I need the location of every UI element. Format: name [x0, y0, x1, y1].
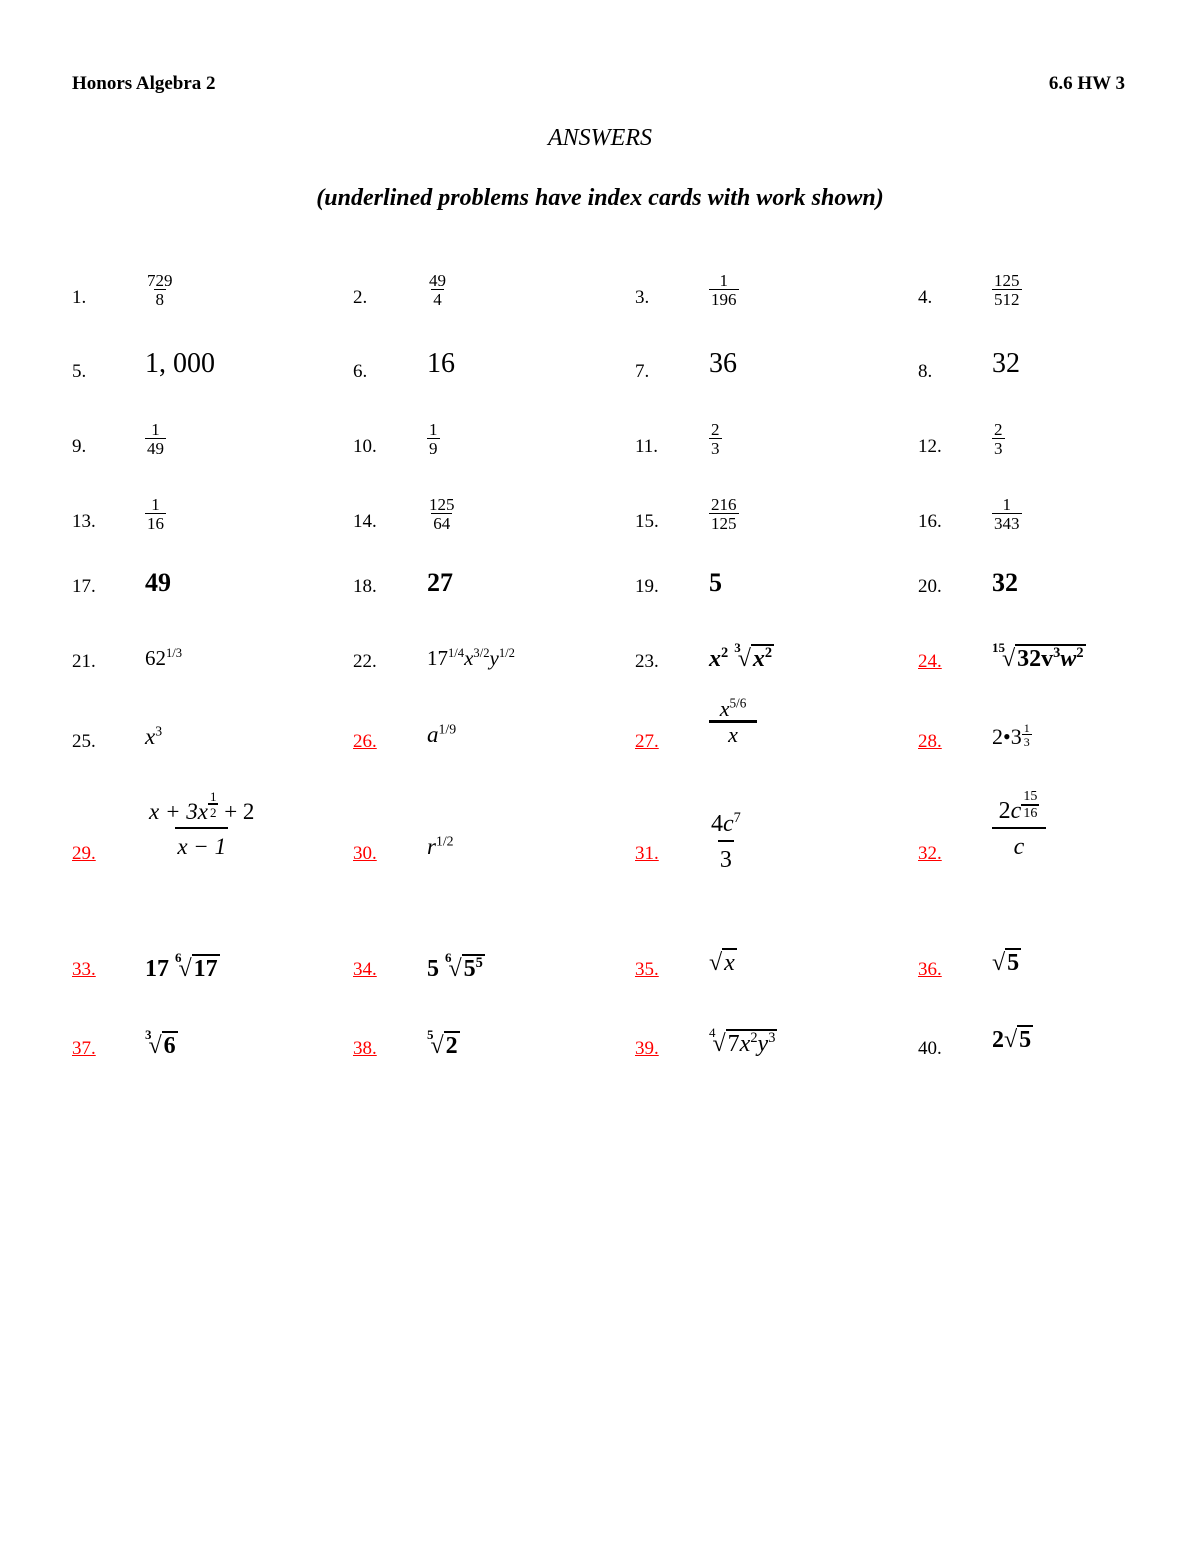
answer-29-exp-numerator: 1 [209, 789, 217, 804]
dot-icon: • [1003, 724, 1011, 749]
answer-16 [992, 496, 1022, 532]
answer-29-denominator: x − 1 [177, 834, 227, 859]
problem-number-29: 29. [72, 843, 96, 864]
problem-number-25: 25. [72, 731, 96, 752]
answer-25 [145, 724, 162, 750]
answer-21-base: 62 [145, 646, 166, 670]
problem-number-40: 40. [918, 1038, 942, 1059]
answer-39-var-y: y [757, 1031, 769, 1057]
answer-40-coefficient: 2 [992, 1027, 1004, 1053]
problem-number-38: 38. [353, 1038, 377, 1059]
problem-number-19: 19. [635, 576, 659, 597]
answer-2-numerator: 49 [429, 271, 446, 290]
answer-31-coefficient: 4 [711, 811, 723, 837]
answer-24 [992, 640, 1086, 673]
answer-15-numerator: 216 [711, 495, 737, 514]
answer-39-coefficient: 7 [727, 1031, 740, 1057]
answer-3 [709, 272, 739, 308]
answer-11-denominator: 3 [711, 439, 720, 458]
answer-9 [145, 421, 166, 457]
answer-32-denominator: c [1013, 834, 1025, 860]
answer-24-index: 15 [992, 640, 1005, 655]
problem-number-9: 9. [72, 436, 87, 457]
answer-13-numerator: 1 [151, 495, 160, 514]
answer-4-numerator: 125 [994, 271, 1020, 290]
answer-32-exp-denominator: 16 [1023, 806, 1038, 821]
answer-23-radicand: x [752, 646, 765, 672]
answer-28-exp-denominator: 3 [1023, 735, 1030, 749]
answer-37-index: 3 [145, 1027, 152, 1042]
answer-14-denominator: 64 [433, 514, 451, 533]
problem-number-3: 3. [635, 287, 650, 308]
answer-22-coefficient: 17 [427, 646, 448, 670]
answer-39-index: 4 [709, 1025, 716, 1040]
answer-33-radicand: 17 [193, 956, 218, 982]
answer-9-denominator: 49 [147, 439, 164, 458]
problem-number-34: 34. [353, 959, 377, 980]
answer-14 [427, 496, 457, 532]
answer-21 [145, 646, 182, 671]
problem-number-20: 20. [918, 576, 942, 597]
answer-39-exp-1: 2 [750, 1030, 758, 1046]
problem-number-15: 15. [635, 511, 659, 532]
answer-35-radicand: x [724, 950, 735, 976]
answer-27-denominator: x [728, 722, 738, 747]
answer-23 [709, 640, 774, 673]
answer-12-numerator: 2 [994, 420, 1003, 439]
answer-4 [992, 272, 1022, 308]
answer-11-numerator: 2 [711, 420, 720, 439]
answer-25-exponent: 3 [155, 723, 163, 739]
answer-39-var-x: x [739, 1031, 751, 1057]
answer-32-coefficient: 2 [998, 798, 1011, 824]
answer-23-outer-exp: 2 [721, 645, 729, 661]
problem-number-23: 23. [635, 651, 659, 672]
answer-40 [992, 1027, 1033, 1054]
radical-icon: √ [992, 950, 1006, 976]
answer-40-radicand: 5 [1019, 1027, 1032, 1053]
radical-icon: √ [148, 1033, 162, 1059]
answer-17: 49 [145, 568, 171, 597]
answer-3-numerator: 1 [719, 271, 728, 290]
answer-19: 5 [709, 568, 722, 597]
problem-number-27: 27. [635, 731, 659, 752]
answer-27 [709, 690, 757, 746]
answer-31-exponent: 7 [733, 810, 741, 826]
answer-23-radicand-exp: 2 [764, 645, 773, 661]
answer-32-exp-numerator: 15 [1023, 789, 1038, 804]
answer-30-exponent: 1/2 [435, 833, 454, 849]
answer-31 [709, 812, 743, 872]
answer-29-term-2: + 2 [218, 799, 255, 824]
answer-31-base: c [723, 811, 734, 837]
problem-number-21: 21. [72, 651, 96, 672]
answer-11 [709, 421, 722, 457]
answer-2 [427, 272, 448, 308]
radical-icon: √ [178, 956, 192, 982]
problem-number-32: 32. [918, 843, 942, 864]
answer-30 [427, 834, 454, 860]
problem-number-7: 7. [635, 361, 650, 382]
answer-34-radicand: 5 [463, 956, 476, 982]
answer-10-numerator: 1 [429, 420, 438, 439]
problem-number-5: 5. [72, 361, 87, 382]
answer-34-radicand-exp: 5 [475, 955, 483, 971]
answer-36-radicand: 5 [1007, 950, 1020, 976]
answer-31-denominator: 3 [718, 840, 734, 872]
radical-icon: √ [448, 956, 462, 982]
problem-number-22: 22. [353, 651, 377, 672]
problem-number-1: 1. [72, 287, 87, 308]
answer-22-var-x: x [464, 646, 474, 670]
problem-number-11: 11. [635, 436, 659, 457]
answer-12-denominator: 3 [994, 439, 1003, 458]
answer-6: 16 [427, 348, 455, 379]
answer-10-denominator: 9 [429, 439, 438, 458]
answer-33-index: 6 [175, 950, 182, 965]
answer-12 [992, 421, 1005, 457]
problem-number-24: 24. [918, 651, 942, 672]
radical-icon: √ [430, 1033, 444, 1059]
answer-34-index: 6 [445, 950, 452, 965]
answer-34 [427, 950, 485, 983]
answer-24-exp-2: 2 [1076, 645, 1084, 661]
answer-3-denominator: 196 [711, 290, 737, 309]
answer-22-exp-1: 1/4 [448, 646, 465, 660]
problem-number-6: 6. [353, 361, 368, 382]
answer-36 [992, 950, 1021, 977]
problem-number-14: 14. [353, 511, 377, 532]
answer-33-coefficient: 17 [145, 956, 169, 982]
problem-number-18: 18. [353, 576, 377, 597]
answer-8: 32 [992, 348, 1020, 379]
answer-28-base: 3 [1010, 724, 1022, 749]
answer-15-denominator: 125 [711, 514, 737, 533]
problem-number-8: 8. [918, 361, 933, 382]
answer-29-exp-denominator: 2 [209, 805, 217, 820]
radical-icon: √ [712, 1031, 726, 1057]
problem-number-37: 37. [72, 1038, 96, 1059]
radical-icon: √ [1002, 646, 1016, 672]
answer-9-numerator: 1 [151, 420, 160, 439]
answer-30-base: r [427, 834, 436, 859]
answer-39-exp-2: 3 [768, 1030, 776, 1046]
problem-number-26: 26. [353, 731, 377, 752]
answer-27-exponent: 5/6 [729, 695, 747, 711]
answer-4-denominator: 512 [994, 290, 1020, 309]
answer-26-exponent: 1/9 [438, 721, 457, 737]
answer-38-radicand: 2 [445, 1033, 458, 1059]
answer-38 [427, 1027, 460, 1060]
answer-25-base: x [145, 724, 156, 749]
problem-number-13: 13. [72, 511, 96, 532]
answer-22-var-y: y [489, 646, 499, 670]
radical-icon: √ [1004, 1027, 1018, 1053]
problem-number-10: 10. [353, 436, 377, 457]
answer-20: 32 [992, 568, 1018, 597]
answer-29 [145, 790, 258, 858]
page-title: ANSWERS [548, 125, 652, 151]
problem-number-36: 36. [918, 959, 942, 980]
problem-number-4: 4. [918, 287, 933, 308]
answer-16-numerator: 1 [1002, 495, 1011, 514]
problem-number-39: 39. [635, 1038, 659, 1059]
answer-39 [709, 1025, 777, 1058]
answer-26-base: a [427, 722, 439, 747]
answer-13-denominator: 16 [147, 514, 164, 533]
problem-number-35: 35. [635, 959, 659, 980]
answer-32-base: c [1010, 798, 1022, 824]
problem-number-2: 2. [353, 287, 368, 308]
answer-38-index: 5 [427, 1027, 434, 1042]
answer-5: 1, 000 [145, 348, 215, 379]
problem-number-12: 12. [918, 436, 942, 457]
answer-18: 27 [427, 568, 453, 597]
answer-22-exp-3: 1/2 [498, 646, 515, 660]
answer-1-numerator: 729 [147, 271, 173, 290]
answer-28-coefficient: 2 [992, 724, 1003, 749]
answer-14-numerator: 125 [429, 495, 455, 514]
problem-number-31: 31. [635, 843, 659, 864]
answer-33 [145, 950, 220, 983]
radical-icon: √ [709, 950, 723, 976]
answer-35 [709, 950, 737, 977]
answer-29-term-1: x + 3x [149, 799, 208, 824]
answer-27-base: x [719, 696, 730, 721]
answer-37-radicand: 6 [163, 1033, 176, 1059]
answer-24-var-w: w [1060, 646, 1077, 672]
answer-16-denominator: 343 [994, 514, 1020, 533]
problem-number-17: 17. [72, 576, 96, 597]
answer-28 [992, 722, 1032, 750]
radical-icon: √ [737, 646, 751, 672]
answer-24-radicand: 32v [1017, 646, 1054, 672]
answer-34-coefficient: 5 [427, 956, 439, 982]
answer-37 [145, 1027, 178, 1060]
answer-13 [145, 496, 166, 532]
answer-1 [145, 272, 175, 308]
answer-22 [427, 646, 515, 671]
answer-32 [992, 790, 1046, 859]
problem-number-28: 28. [918, 731, 942, 752]
answer-22-exp-2: 3/2 [473, 646, 490, 660]
header-assignment: 6.6 HW 3 [1048, 73, 1125, 94]
header-course: Honors Algebra 2 [72, 73, 216, 94]
answer-23-outer: x [709, 646, 721, 672]
answer-24-exp-1: 3 [1053, 645, 1061, 661]
answer-21-exponent: 1/3 [166, 646, 183, 660]
problem-number-33: 33. [72, 959, 96, 980]
answer-26 [427, 722, 456, 748]
answer-23-index: 3 [734, 640, 741, 655]
answer-7: 36 [709, 348, 737, 379]
answer-10 [427, 421, 440, 457]
answer-15 [709, 496, 739, 532]
problem-number-16: 16. [918, 511, 942, 532]
answer-2-denominator: 4 [433, 290, 442, 309]
answer-1-denominator: 8 [155, 290, 164, 309]
page-subtitle: (underlined problems have index cards with work shown) [316, 185, 884, 211]
answer-28-exp-numerator: 1 [1023, 721, 1030, 735]
problem-number-30: 30. [353, 843, 377, 864]
